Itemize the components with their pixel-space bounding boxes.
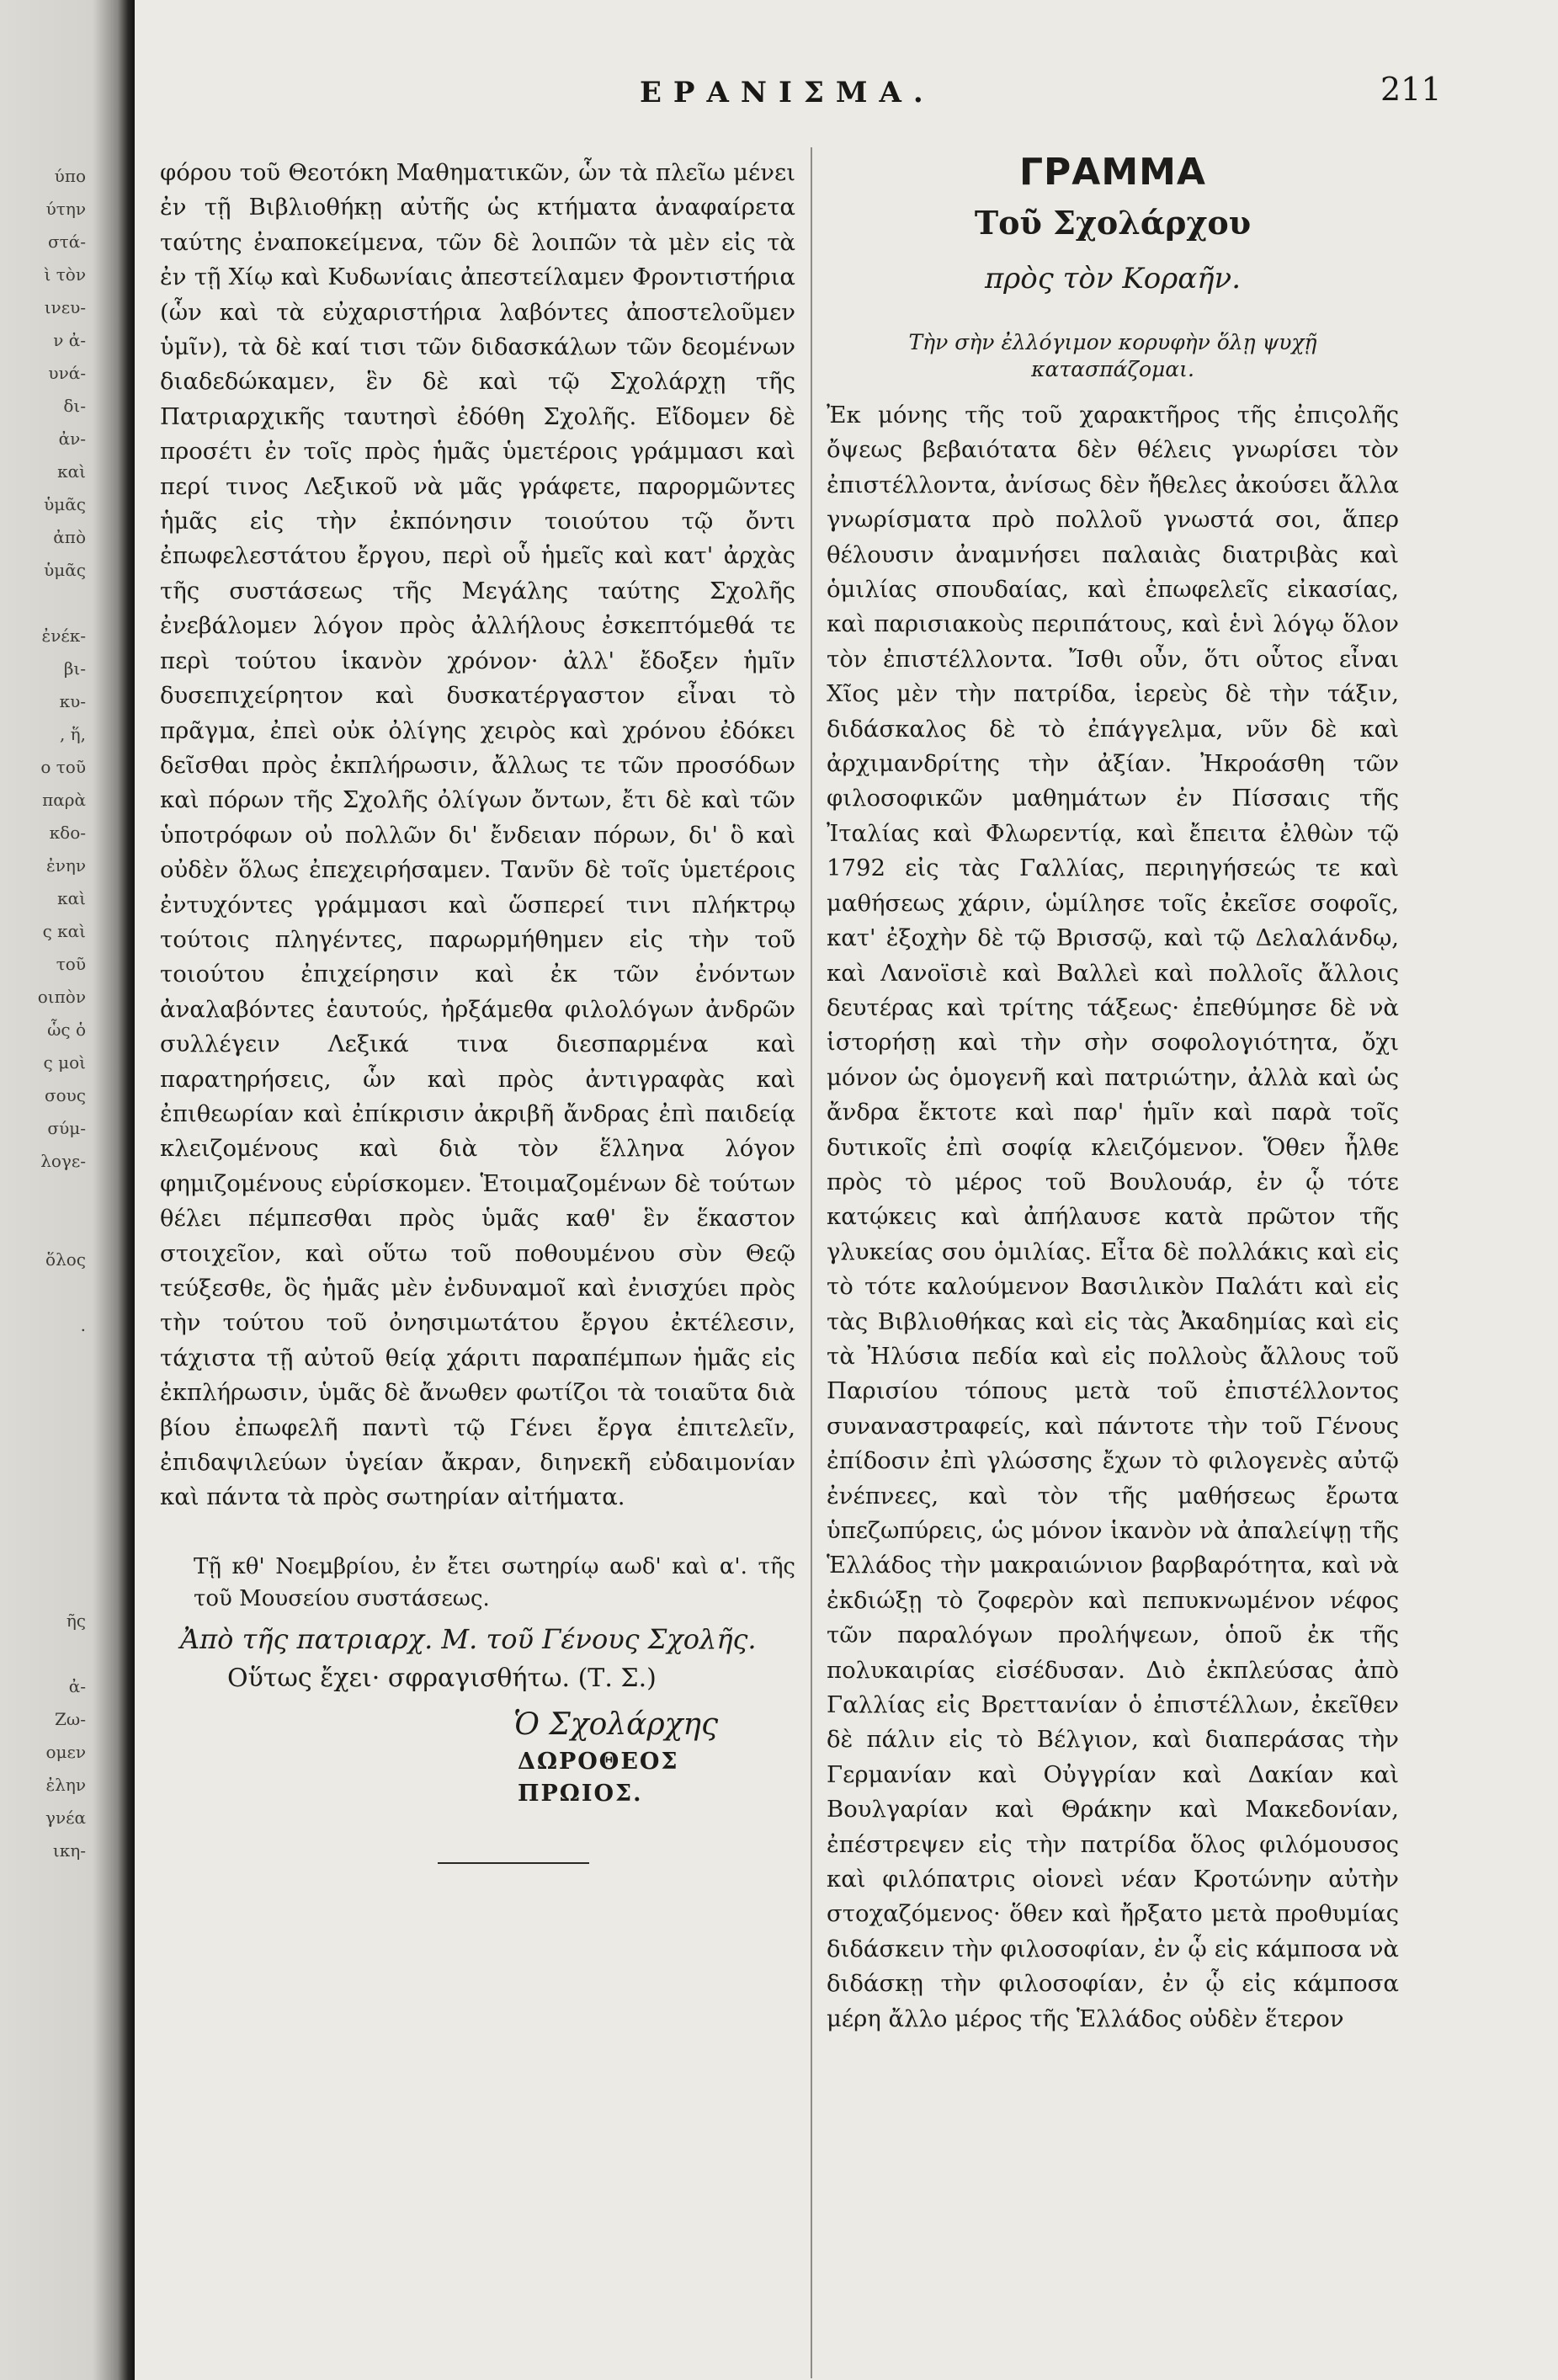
signature-title: Ὁ Σχολάρχης xyxy=(513,1706,719,1742)
letter-greeting: Τὴν σὴν ἐλλόγιμον κορυφὴν ὅλῃ ψυχῇ κατασπάζομαι. xyxy=(908,330,1317,381)
date-line: Τῇ κθ' Νοεμβρίου, ἐν ἔτει σωτηρίῳ αωδ' καὶ α'. τῆς τοῦ Μουσείου συστάσεως. xyxy=(194,1553,795,1611)
facing-page-fragments: ύπο ύτην στά- ὶ τὸν ινευ- ν ἀ- υνά- δι- ἀν- καὶ ὑμᾶς ἀπὸ ὑμᾶς ἐνέκ- βι- κυ- , ἥ, ο τοῦ παρὰ κδο- ἐνην καὶ ς καὶ τοῦ οιπὸν ὧς ὁ ς μοὶ σους σύμ- λογε- ὅλος . ῆς ἀ- Ζω- ομεν ἐλην γνέα ικη- xyxy=(37,166,86,1861)
signature-seal-line: Οὕτως ἔχει· σφραγισθήτω. (Τ. Σ.) xyxy=(227,1663,657,1693)
letter-title: ΓΡΑΜΜΑ xyxy=(1019,151,1206,194)
binding-gutter xyxy=(0,0,135,2380)
right-body-text: Ἐκ μόνης τῆς τοῦ χαρακτῆρος τῆς ἐπιςολῆς ὄψεως βεβαιότατα δὲν θέλεις γνωρίσει τὸν ἐπιστέλλοντα, ἀνίσως δὲν ἤθελες ἀκούσει ἄλλα γνωρίσματα πρὸ πολλοῦ γνωστά σοι, ἅπερ θέλουσιν ἀναμνήσει παλαιὰς διατριβὰς καὶ ὁμιλίας σπουδαίας, καὶ ἐπωφελεῖς εἰκασίας, καὶ παρισιακοὺς περιπάτους, καὶ ἑνὶ λόγῳ ὅλον τὸν ἐπιστέλλοντα. Ἴσθι οὖν, ὅτι οὗτος εἶναι Χῖος μὲν τὴν πατρίδα, ἱερεὺς δὲ τὴν τάξιν, διδάσκαλος δὲ τὸ ἐπάγγελμα, νῦν δὲ καὶ ἀρχιμανδρίτης τὴν ἀξίαν. Ἠκροάσθη τῶν φιλοσοφικῶν μαθημάτων ἐν Πίσσαις τῆς Ἰταλίας καὶ Φλωρεντίᾳ, καὶ ἔπειτα ἐλθὼν τῷ 1792 εἰς τὰς Γαλλίας, περιηγήσεώς τε καὶ μαθήσεως χάριν, ὡμίλησε τοῖς ἐκεῖσε σοφοῖς, κατ' ἐξοχὴν δὲ τῷ Βρισσῷ, καὶ τῷ Δελαλάνδῳ, καὶ Λανοϊσιὲ καὶ Βαλλεὶ καὶ πολλοῖς ἄλλοις δευτέρας καὶ τρίτης τάξεως· ἐπεθύμησε δὲ νὰ ἱστορήσῃ καὶ τὴν σὴν σοφολογιότητα, ὄχι μόνον ὡς ὁμογενῆ καὶ πατριώτην, ἀλλὰ καὶ ὡς ἄνδρα ἔκτοτε καὶ παρ' ἡμῖν καὶ παρὰ τοῖς δυτικοῖς ἐπὶ σοφίᾳ κλειζόμενον. Ὅθεν ἦλθε πρὸς τὸ μέρος τοῦ Βουλουάρ, ἐν ᾧ τότε κατῴκεις καὶ ἀπήλαυσε κατὰ πρῶτον τῆς γλυκείας σου ὁμιλίας. Εἶτα δὲ πολλάκις καὶ εἰς τὸ τότε καλούμενον Βασιλικὸν Παλάτι καὶ εἰς τὰς Βιβλιοθήκας καὶ εἰς τὰς Ἀκαδημίας καὶ εἰς τὰ Ἠλύσια πεδία καὶ εἰς πολλοὺς ἄλλους τοῦ Παρισίου τόπους μετὰ τοῦ ἐπιστέλλοντος συναναστραφείς, καὶ πάντοτε τὴν τοῦ Γένους ἐπίδοσιν ἐπὶ γλώσσης ἔχων τὸ φιλογενὲς αὐτῷ ἐνέπνεες, καὶ τὸν τῆς μαθήσεως ἔρωτα ὑπεζωπύρεις, ὡς μόνον ἱκανὸν νὰ ἀπαλείψῃ τῆς Ἑλλάδος τὴν μακραιώνιον βαρβαρότητα, καὶ νὰ ἐκδιώξῃ τὸ ζοφερὸν καὶ πεπυκνωμένον νέφος τῶν παραλόγων προλήψεων, ὁποῦ ἐκ τῆς πολυκαιρίας εἰσέδυσαν. Διὸ ἐκπλεύσας ἀπὸ Γαλλίας εἰς Βρεττανίαν ὁ ἐπιστέλλων, ἐκεῖθεν δὲ πάλιν εἰς τὸ Βέλγιον, καὶ διαπεράσας τὴν Γερμανίαν καὶ Οὐγγρίαν καὶ Δακίαν καὶ Βουλγαρίαν καὶ Θράκην καὶ Μακεδονίαν, ἐπέστρεψεν εἰς τὴν πατρίδα ὅλος φιλόμουσος καὶ φιλόπατρις οἱονεὶ νέαν Κροτώνην αὐτὴν στοχαζόμενος· ὅθεν καὶ ἤρξατο μετὰ προθυμίας διδάσκειν τὴν φιλοσοφίαν, ἐν ᾧ εἰς κάμποσα νὰ διδάσκῃ τὴν φιλοσοφίαν, ἐν ᾧ εἰς κάμποσα μέρη ἄλλο μέρος τῆς Ἑλλάδος οὐδὲν ἕτερον xyxy=(827,402,1399,2032)
letter-subtitle: Τοῦ Σχολάρχου xyxy=(974,204,1252,242)
column-divider xyxy=(811,147,812,2378)
running-title: ΕΡΑΝΙΣΜΑ. xyxy=(640,76,935,109)
letter-address: πρὸς τὸν Κοραῆν. xyxy=(984,262,1242,296)
signature-name: ΔΩΡΟΘΕΟΣ ΠΡΩΙΟΣ. xyxy=(518,1748,679,1807)
closing-rule xyxy=(438,1862,589,1864)
page-number: 211 xyxy=(1380,71,1442,108)
signature-patriarchal-school: Ἀπὸ τῆς πατριαρχ. Μ. τοῦ Γένους Σχολῆς. xyxy=(180,1622,757,1655)
journal-page xyxy=(135,0,1558,2380)
left-body-text: φόρου τοῦ Θεοτόκη Μαθηματικῶν, ὧν τὰ πλεῖω μένει ἐν τῇ Βιβλιοθήκῃ αὐτῆς ὡς κτήματα ἀναφαίρετα ταύτης ἐναποκείμενα, τῶν δὲ λοιπῶν τὰ μὲν εἰς τὰ ἐν τῇ Χίῳ καὶ Κυδωνίαις ἀπεστείλαμεν Φροντιστήρια (ὧν καὶ τὰ εὐχαριστήρια λαβόντες ἀποστελοῦμεν ὑμῖν), τὰ δὲ καί τισι τῶν διδασκάλων τῶν δεομένων διαδεδώκαμεν, ἓν δὲ καὶ τῷ Σχολάρχῃ τῆς Πατριαρχικῆς ταυτησὶ ἐδόθη Σχολῆς. Εἴδομεν δὲ προσέτι ἐν τοῖς πρὸς ἡμᾶς ὑμετέροις γράμμασι καὶ περί τινος Λεξικοῦ νὰ μᾶς γράφετε, παρορμῶντες ἡμᾶς εἰς τὴν ἐκπόνησιν τοιούτου τῷ ὄντι ἐπωφελεστάτου ἔργου, περὶ οὗ ἡμεῖς καὶ κατ' ἀρχὰς τῆς συστάσεως τῆς Μεγάλης ταύτης Σχολῆς ἐνεβάλομεν λόγον πρὸς ἀλλήλους ἐσκεπτόμεθά τε περὶ τούτου ἱκανὸν χρόνον· ἀλλ' ἔδοξεν ἡμῖν δυσεπιχείρητον καὶ δυσκατέργαστον εἶναι τὸ πρᾶγμα, ἐπεὶ οὐκ ὀλίγης χειρὸς καὶ χρόνου ἐδόκει δεῖσθαι πρὸς ἐκπλήρωσιν, ἄλλως τε τῶν προσόδων καὶ πόρων τῆς Σχολῆς ὀλίγων ὄντων, ἔτι δὲ καὶ τῶν ὑποτρόφων οὐ πολλῶν δι' ἔνδειαν πόρων, δι' ὃ καὶ οὐδὲν ὅλως ἐπεχειρήσαμεν. Τανῦν δὲ τοῖς ὑμετέροις ἐντυχόντες γράμμασι καὶ ὥσπερεί τινι πλήκτρῳ τούτοις πληγέντες, παρωρμήθημεν εἰς τὴν τοῦ τοιούτου ἐπιχείρησιν καὶ ἐκ τῶν ἐνόντων ἀναλαβόντες ἑαυτούς, ἠρξάμεθα φιλολόγων ἀνδρῶν συλλέγειν Λεξικά τινα διεσπαρμένα καὶ παρατηρήσεις, ὧν καὶ πρὸς ἀντιγραφὰς καὶ ἐπιθεωρίαν καὶ ἐπίκρισιν ἀκριβῆ ἄνδρας ἐπὶ παιδείᾳ κλειζομένους καὶ διὰ τὸν ἕλληνα λόγον φημιζομένους εὑρίσκομεν. Ἑτοιμαζομένων δὲ τούτων θέλει πέμπεσθαι πρὸς ὑμᾶς καθ' ἓν ἕκαστον στοιχεῖον, καὶ οὕτω τοῦ ποθουμένου σὺν Θεῷ τεύξεσθε, ὃς ἡμᾶς μὲν ἐνδυναμοῖ καὶ ἐνισχύει πρὸς τὴν τούτου τοῦ ὀνησιμωτάτου ἔργου ἐκτέλεσιν, τάχιστα τῇ αὐτοῦ θείᾳ χάριτι παραπέμπων ἡμᾶς εἰς ἐκπλήρωσιν, ὑμᾶς δὲ ἄνωθεν φωτίζοι τὰ τοιαῦτα διὰ βίου ἐπωφελῆ παντὶ τῷ Γένει ἔργα ἐπιτελεῖν, ἐπιδαψιλεύων ὑγείαν ἄκραν, διηνεκῆ εὐδαιμονίαν καὶ πάντα τὰ πρὸς σωτηρίαν αἰτήματα. xyxy=(160,159,795,1511)
right-column xyxy=(827,147,1399,2037)
left-column xyxy=(160,156,795,1864)
